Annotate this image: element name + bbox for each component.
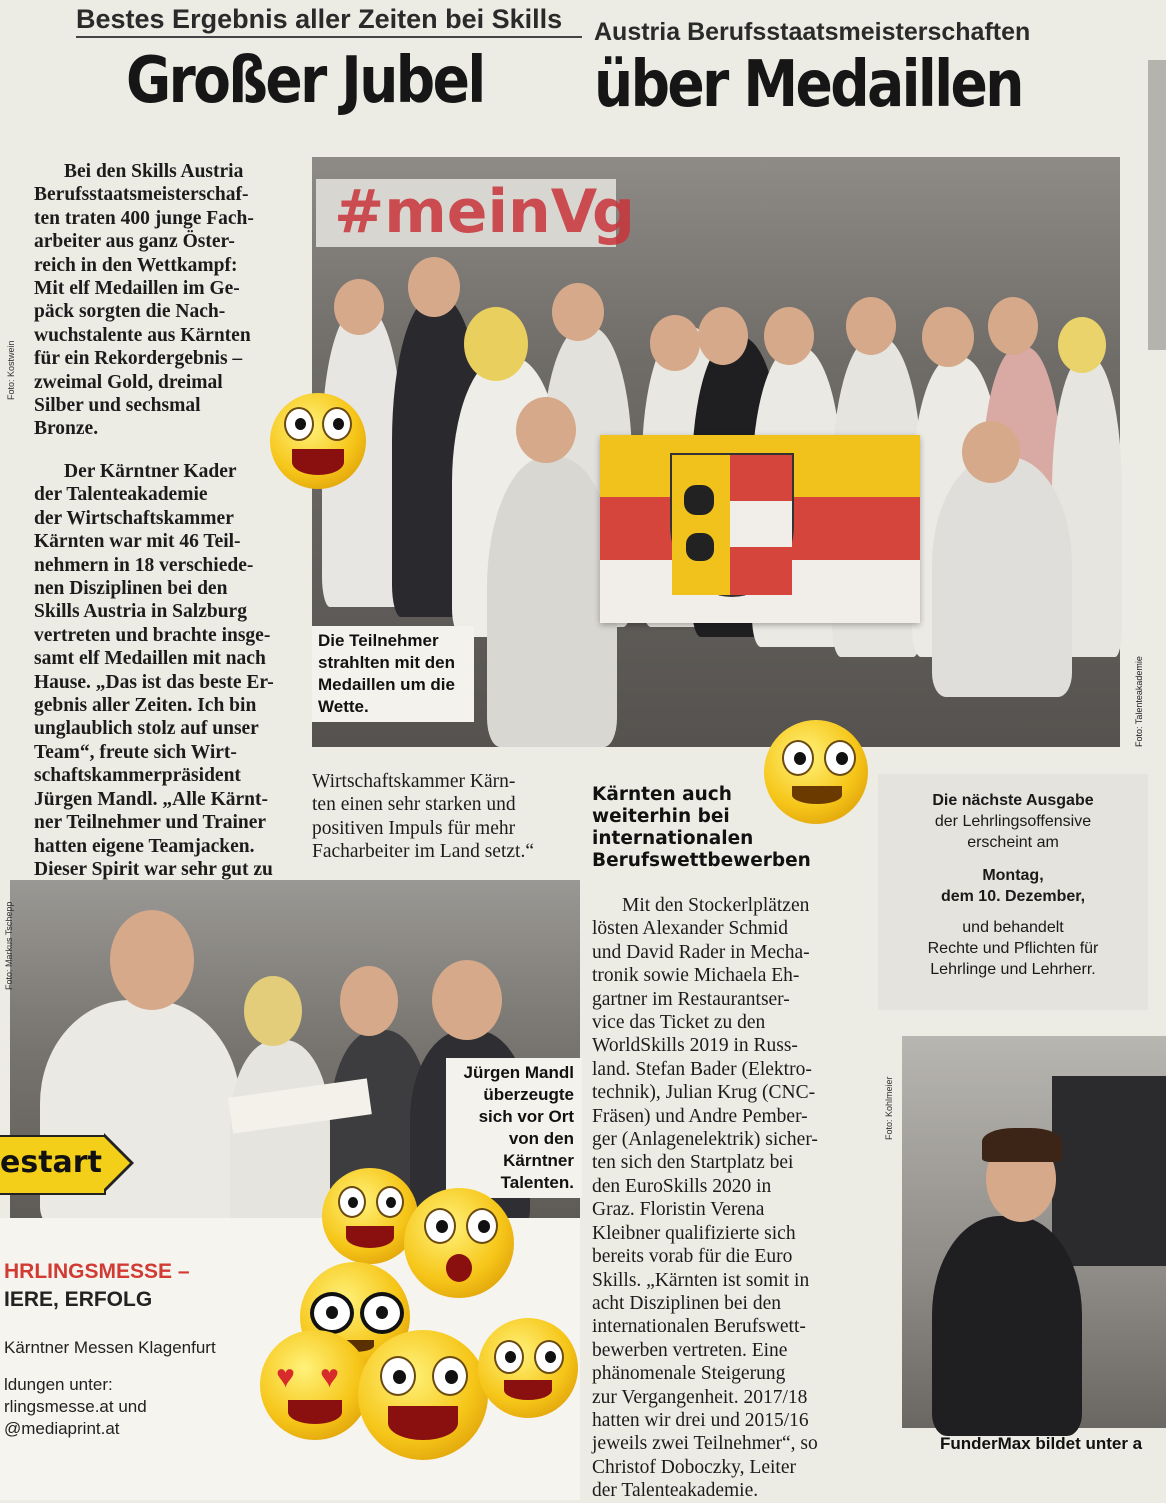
lead-line: für ein Rekordergebnis – [34,348,243,370]
main-photo-caption [312,626,474,722]
body-line: Jürgen Mandl. „Alle Kärnt- [34,788,268,810]
person-head [698,307,748,365]
body-line: der Talenteakademie [34,484,208,506]
emoji-grinning-icon [270,393,366,489]
continuation-line: ten einen sehr starken und [312,794,516,816]
section-line: bewerben vertreten. Eine [592,1339,788,1361]
person [230,1040,330,1230]
body-line: samt elf Medaillen mit nach [34,648,266,670]
emoji-laughing-icon [358,1330,488,1460]
body-line: Team“, freute sich Wirt- [34,741,237,763]
headline-right: über Medaillen [594,48,1022,122]
section-line: und David Rader in Mecha- [592,941,810,963]
body-paragraph [34,460,296,905]
subhead-line: weiterhin bei [592,806,730,827]
lead-line: Silber und sechsmal [34,395,201,417]
ad-line: @mediaprint.at [4,1419,120,1438]
section-line: hatten wir drei und 2015/16 [592,1409,809,1431]
section-line: vice das Ticket zu den [592,1012,766,1034]
caption-line: Medaillen um die [318,675,455,694]
lead-line: zweimal Gold, dreimal [34,371,223,393]
ad-subtitle: IERE, ERFOLG [4,1288,153,1311]
lead-line: arbeiter aus ganz Öster- [34,231,235,253]
section-line: der Talenteakademie. [592,1480,759,1502]
person [932,1216,1082,1436]
kicker-rule [76,36,582,38]
lead-line: Mit elf Medaillen im Ge- [34,278,240,300]
caption-line: strahlten mit den [318,653,455,672]
info-box [878,774,1148,1010]
person [932,457,1072,697]
emoji-grin-icon [478,1318,578,1418]
continuation-line: Wirtschaftskammer Kärn- [312,771,516,792]
section-line: Mit den Stockerlplätzen [622,895,810,916]
person-head [340,966,398,1036]
section-line: phänomenale Steigerung [592,1363,786,1385]
person-head [650,315,700,371]
kicker-left: Bestes Ergebnis aller Zeiten bei Skills [76,4,563,34]
caption-line: Talenten. [500,1173,574,1192]
ad-title: HRLINGSMESSE – [4,1260,190,1283]
person [40,1000,240,1230]
section-line: Graz. Floristin Verena [592,1199,765,1221]
body-line: Der Kärntner Kader [64,461,237,482]
caption-line: überzeugte [483,1085,574,1104]
info-line: und behandelt [962,919,1064,936]
caption-line: Wette. [318,697,369,716]
person-head [432,960,502,1040]
lead-line: ten traten 400 junge Fach- [34,207,254,229]
info-line: Lehrlinge und Lehrherr. [930,961,1096,978]
emoji-surprised-icon [404,1188,514,1298]
caption-line: Jürgen Mandl [463,1063,574,1082]
machine [1052,1076,1166,1266]
body-line: unglaublich stolz auf unser [34,718,259,740]
photo-credit-main: Foto: Talenteakademie [1134,656,1144,747]
body-line: der Wirtschaftskammer [34,507,234,529]
section-line: bereits vorab für die Euro [592,1246,793,1268]
person-head [516,397,576,463]
photo-credit-left: Foto: Kostwein [6,340,16,400]
lead-paragraph [34,160,296,441]
banner-text: #meinV [334,177,598,247]
caption-line: sich vor Ort [478,1107,574,1126]
photo-credit-tschepp: Foto: Markus Tschepp [4,901,14,990]
page-edge [1148,60,1166,350]
headline-left: Großer Jubel [126,44,484,118]
body-line: Skills Austria in Salzburg [34,601,247,623]
section-line: tronik sowie Michaela Eh- [592,965,800,987]
subhead-line: Kärnten auch [592,784,732,805]
section-line: jeweils zwei Teilnehmer“, so [592,1433,818,1455]
section-line: internationalen Berufswett- [592,1316,806,1338]
arrow-head [104,1137,130,1189]
carinthian-flag [600,435,920,623]
section-line: gartner im Restaurantser- [592,988,790,1010]
body-line: Hause. „Das ist das beste Er- [34,671,274,693]
section-line: Kleibner qualifizierte sich [592,1222,796,1244]
body-line: schaftskammerpräsident [34,765,241,787]
kicker-right: Austria Berufsstaatsmeisterschaften [594,18,1031,46]
section-line: WorldSkills 2019 in Russ- [592,1035,798,1057]
person-head [922,307,974,367]
ad-registration [4,1374,147,1440]
info-date-line: dem 10. Dezember, [940,888,1086,905]
body-line: vertreten und brachte insge- [34,624,271,646]
section-body [592,894,854,1503]
continuation-paragraph [312,770,584,864]
section-line: lösten Alexander Schmid [592,918,789,940]
section-line: land. Stefan Bader (Elektro- [592,1058,812,1080]
person-head [988,297,1038,355]
caption-line: Kärntner [503,1151,574,1170]
body-line: Dieser Spirit war sehr gut zu [34,858,273,880]
lead-line: wuchstalente aus Kärnten [34,324,251,346]
person-head [464,307,528,381]
section-line: zur Vergangenheit. 2017/18 [592,1386,808,1408]
section-line: Skills. „Kärnten ist somit in [592,1269,810,1291]
info-line: der Lehrlingsoffensive [934,813,1092,830]
caption-line: Die Teilnehmer [318,631,439,650]
lead-line: Bronze. [34,418,99,440]
ad-venue: Kärntner Messen Klagenfurt [4,1338,216,1357]
bottom-right-caption: FunderMax bildet unter a [940,1434,1143,1453]
info-line: Rechte und Pflichten für [927,940,1099,957]
photo-credit-kohlmeier: Foto: Kohlmeier [884,1076,894,1140]
person-head [846,297,896,355]
lead-line: Berufsstaatsmeisterschaf- [34,184,249,206]
emoji-heart-eyes-icon: ♥ ♥ [260,1330,370,1440]
body-line: gebnis aller Zeiten. Ich bin [34,695,257,717]
ad-line: rlingsmesse.at und [4,1397,147,1416]
lead-line: Bei den Skills Austria [64,161,244,182]
person-head [1058,317,1106,373]
ad-line: ldungen unter: [4,1375,113,1394]
subhead-line: internationalen [592,828,754,849]
continuation-line: positiven Impuls für mehr [312,817,516,839]
section-line: ger (Anlagenelektrik) sicher- [592,1129,818,1151]
section-subhead [592,784,811,872]
person-head [408,257,460,317]
arrow-label: estart [0,1145,102,1180]
section-line: Fräsen) und Andre Pember- [592,1105,808,1127]
body-line: ner Teilnehmer und Trainer [34,812,267,834]
person-head [764,307,814,365]
person-head [334,279,384,335]
person-head [552,283,604,341]
continuation-line: Facharbeiter im Land setzt.“ [312,841,534,863]
hair [982,1128,1062,1162]
person-head [110,910,194,1010]
bottom-right-photo [902,1036,1166,1428]
lead-line: päck sorgten die Nach- [34,301,226,323]
section-line: den EuroSkills 2020 in [592,1175,772,1197]
coat-of-arms [670,453,794,597]
info-line: Die nächste Ausgabe [932,792,1094,809]
person-head [962,421,1020,483]
info-date-line: Montag, [982,867,1044,884]
lead-line: reich in den Wettkampf: [34,254,238,276]
subhead-line: Berufswettbewerben [592,850,811,871]
banner-text-right: g [592,177,635,247]
bottom-photo-caption [446,1058,582,1198]
restart-arrow [0,1135,106,1195]
person-head [244,976,302,1046]
section-line: ten sich den Startplatz bei [592,1152,794,1174]
caption-line: von den [508,1129,574,1148]
section-line: technik), Julian Krug (CNC- [592,1082,816,1104]
section-line: Christof Doboczky, Leiter [592,1456,796,1478]
body-line: nehmern in 18 verschiede- [34,554,254,576]
body-line: hatten eigene Teamjacken. [34,835,255,857]
body-line: nen Disziplinen bei den [34,578,228,600]
info-line: erscheint am [967,834,1059,851]
person [487,457,617,747]
section-line: acht Disziplinen bei den [592,1292,781,1314]
body-line: Kärnten war mit 46 Teil- [34,531,241,553]
